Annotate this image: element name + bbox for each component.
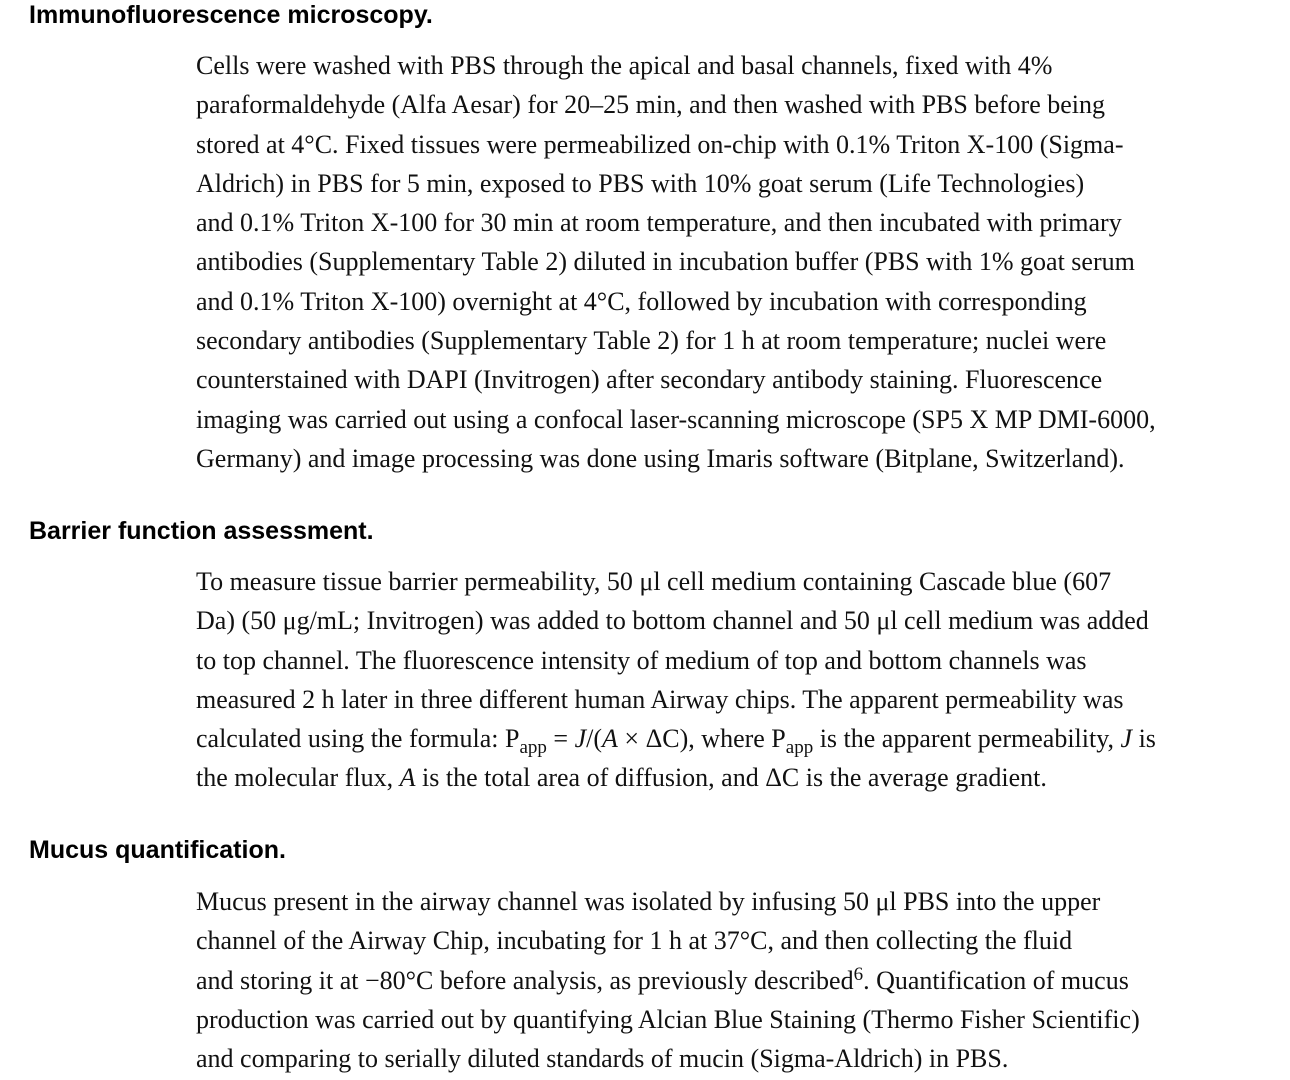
reference-superscript[interactable]: 6	[853, 963, 864, 985]
area-symbol: A	[399, 763, 416, 793]
section-paragraph	[196, 562, 1256, 798]
paragraph-line: Da) (50 μg/mL; Invitrogen) was added to bottom channel and 50 μl cell medium was added	[196, 606, 1149, 636]
paragraph-line: and storing it at −80°C before analysis, as previously described$^6$. Quantification of mucus	[196, 963, 1129, 995]
section-paragraph	[196, 882, 1256, 1078]
subscript-app: app	[519, 737, 547, 759]
paragraph-line: channel of the Airway Chip, incubating for 1 h at 37°C, and then collecting the fluid	[196, 926, 1073, 956]
section-heading: Mucus quantification.	[29, 836, 286, 864]
paragraph-line: stored at 4°C. Fixed tissues were permeabilized on-chip with 0.1% Triton X-100 (Sigma-	[196, 129, 1124, 159]
paragraph-line: to top channel. The fluorescence intensity of medium of top and bottom channels was	[196, 645, 1087, 675]
paragraph-line: Germany) and image processing was done using Imaris software (Bitplane, Switzerland).	[196, 443, 1125, 473]
area-symbol: A	[602, 724, 618, 754]
paragraph-line: and comparing to serially diluted standards of mucin (Sigma-Aldrich) in PBS.	[196, 1044, 1009, 1074]
section-heading: Barrier function assessment.	[29, 517, 374, 545]
paragraph-line: production was carried out by quantifying Alcian Blue Staining (Thermo Fisher Scientific)	[196, 1004, 1140, 1034]
paragraph-line: counterstained with DAPI (Invitrogen) after secondary antibody staining. Fluorescence	[196, 365, 1103, 395]
formula-line: calculated using the formula: $P_{app} = J/(A \times \Delta C)$, where $P_{app}$ is the apparent permeability, J is	[196, 724, 1156, 759]
paragraph-line: imaging was carried out using a confocal laser-scanning microscope (SP5 X MP DMI-6000,	[196, 404, 1156, 434]
section-heading: Immunofluorescence microscopy.	[29, 1, 433, 29]
paragraph-line: measured 2 h later in three different human Airway chips. The apparent permeability was	[196, 684, 1124, 714]
paragraph-line: Aldrich) in PBS for 5 min, exposed to PBS with 10% goat serum (Life Technologies)	[196, 168, 1085, 198]
flux-symbol: J	[1120, 724, 1133, 754]
section-paragraph	[196, 46, 1256, 478]
paragraph-line: and 0.1% Triton X-100) overnight at 4°C, followed by incubation with corresponding	[196, 286, 1087, 316]
paragraph-line: antibodies (Supplementary Table 2) diluted in incubation buffer (PBS with 1% goat serum	[196, 247, 1135, 277]
subscript-app: app	[785, 737, 814, 759]
paragraph-line: Mucus present in the airway channel was isolated by infusing 50 μl PBS into the upper	[196, 887, 1101, 916]
flux-symbol: J	[574, 724, 587, 754]
paragraph-line: and 0.1% Triton X-100 for 30 min at room temperature, and then incubated with primary	[196, 208, 1122, 238]
paragraph-line: paraformaldehyde (Alfa Aesar) for 20–25 min, and then washed with PBS before being	[196, 90, 1106, 120]
paragraph-line: secondary antibodies (Supplementary Table 2) for 1 h at room temperature; nuclei were	[196, 326, 1107, 356]
paragraph-line: To measure tissue barrier permeability, 50 μl cell medium containing Cascade blue (607	[196, 567, 1112, 596]
paragraph-line: Cells were washed with PBS through the apical and basal channels, fixed with 4%	[196, 51, 1053, 80]
paragraph-line: the molecular flux, A is the total area of diffusion, and ΔC is the average gradient.	[196, 763, 1047, 793]
